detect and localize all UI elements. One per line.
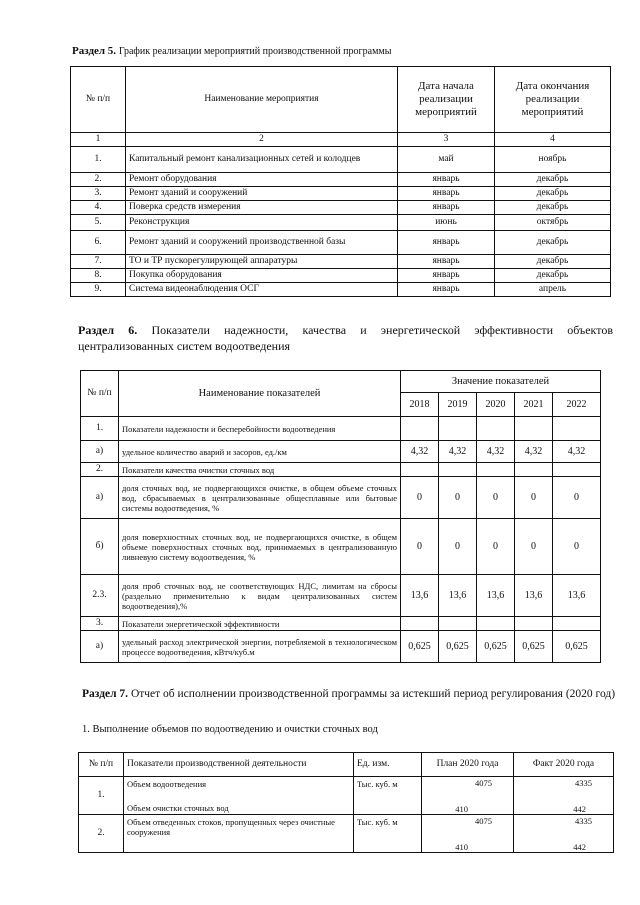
value-cell: 0,625 (401, 631, 439, 663)
plan-value: 410 (455, 803, 468, 814)
s5-header-num: № п/п (71, 67, 126, 133)
section5-title-text: График реализации мероприятий производственной программы (118, 46, 392, 57)
event-name: Поверка средств измерения (126, 201, 398, 215)
row-number: 6. (71, 231, 126, 255)
plan-value: 4075 (475, 815, 492, 826)
value-cell: 0 (401, 477, 439, 519)
row-number: 9. (71, 283, 126, 297)
s6-header-num: № п/п (81, 371, 119, 417)
row-number: 5. (71, 215, 126, 231)
value-cell: 0 (477, 519, 515, 575)
value-cell: 0 (553, 477, 601, 519)
value-cell: 4,32 (553, 441, 601, 463)
value-cell: 0 (515, 477, 553, 519)
start-date: январь (398, 201, 495, 215)
s5-colnum: 1 (71, 133, 126, 147)
section6-table (80, 370, 601, 663)
table-row (81, 417, 601, 441)
value-cell: 13,6 (401, 575, 439, 617)
row-number: 3. (81, 617, 119, 631)
value-cell: 13,6 (553, 575, 601, 617)
start-date: январь (398, 173, 495, 187)
s6-header-values: Значение показателей (401, 371, 601, 393)
section6-title-text: Показатели надежности, качества и энергетической эффективности объектов централизованных систем водоотведения (78, 323, 613, 353)
value-cell: 13,6 (439, 575, 477, 617)
row-number: 1. (81, 417, 119, 441)
indicator-name: удельный расход электрической энергии, потребляемой в технологическом процессе водоотведения, кВтч/куб.м (119, 631, 401, 663)
row-number: 8. (71, 269, 126, 283)
table-row (71, 283, 611, 297)
s7-header-num: № п/п (79, 753, 124, 777)
event-name: ТО и ТР пускорегулирующей аппаратуры (126, 255, 398, 269)
end-date: декабрь (495, 255, 611, 269)
s6-header-name: Наименование показателей (119, 371, 401, 417)
table-row (81, 617, 601, 631)
value-cell: 0 (553, 519, 601, 575)
indicator-name: Объем водоотведения (127, 779, 207, 789)
start-date: январь (398, 255, 495, 269)
indicator-name: доля сточных вод, не подвергающихся очистке, в общем объеме сточных вод, сбрасываемых в централизованные общесплавные или бытовые системы водоотведения, % (119, 477, 401, 519)
table-row (81, 519, 601, 575)
row-number: б) (81, 519, 119, 575)
indicator-name: удельное количество аварий и засоров, ед./км (119, 441, 401, 463)
event-name: Реконструкция (126, 215, 398, 231)
fact-value: 442 (573, 841, 586, 852)
s7-header-fact: Факт 2020 года (514, 753, 614, 777)
value-cell: 0,625 (477, 631, 515, 663)
year-header: 2019 (439, 393, 477, 417)
start-date: июнь (398, 215, 495, 231)
value-cell: 0,625 (553, 631, 601, 663)
year-header: 2018 (401, 393, 439, 417)
year-header: 2021 (515, 393, 553, 417)
table-row (71, 201, 611, 215)
event-name: Покупка оборудования (126, 269, 398, 283)
value-cell: 4,32 (439, 441, 477, 463)
value-cell: 4,32 (515, 441, 553, 463)
s5-header-end: Дата окончания реализации мероприятий (495, 67, 611, 133)
value-cell: 0 (439, 519, 477, 575)
end-date: ноябрь (495, 147, 611, 173)
indicator-name: Объем очистки сточных вод (127, 803, 229, 813)
section7-subtitle: 1. Выполнение объемов по водоотведению и очистки сточных вод (82, 724, 378, 735)
fact-value: 442 (573, 803, 586, 814)
indicator-name: Объем отведенных стоков, пропущенных через очистные сооружения (124, 815, 354, 853)
section7-title-bold: Раздел 7. (82, 688, 129, 700)
row-number: 3. (71, 187, 126, 201)
end-date: декабрь (495, 231, 611, 255)
table-row (79, 777, 614, 815)
year-header: 2022 (553, 393, 601, 417)
table-row (79, 815, 614, 853)
end-date: декабрь (495, 269, 611, 283)
row-number: а) (81, 441, 119, 463)
row-number: 1. (79, 777, 124, 815)
row-number: 2.3. (81, 575, 119, 617)
indicator-name: Показатели надежности и бесперебойности водоотведения (119, 417, 401, 441)
event-name: Капитальный ремонт канализационных сетей и колодцев (126, 147, 398, 173)
end-date: октябрь (495, 215, 611, 231)
value-cell: 4,32 (477, 441, 515, 463)
value-cell: 0,625 (439, 631, 477, 663)
end-date: апрель (495, 283, 611, 297)
value-cell: 13,6 (515, 575, 553, 617)
row-number: 4. (71, 201, 126, 215)
s5-colnum: 4 (495, 133, 611, 147)
section5-title-bold: Раздел 5. (72, 45, 117, 57)
table-row (81, 463, 601, 477)
unit: Тыс. куб. м (354, 777, 422, 815)
indicator-name: Показатели энергетической эффективности (119, 617, 401, 631)
row-number: 1. (71, 147, 126, 173)
event-name: Ремонт зданий и сооружений производственной базы (126, 231, 398, 255)
event-name: Ремонт зданий и сооружений (126, 187, 398, 201)
start-date: январь (398, 231, 495, 255)
start-date: январь (398, 187, 495, 201)
section5-table (70, 66, 611, 297)
table-row (71, 269, 611, 283)
row-number: а) (81, 631, 119, 663)
table-row (71, 147, 611, 173)
section7-title-text: Отчет об исполнении производственной программы за истекший период регулирования (2020 год) (130, 688, 616, 700)
row-number: 2. (71, 173, 126, 187)
event-name: Ремонт оборудования (126, 173, 398, 187)
plan-value: 4075 (475, 777, 492, 788)
s7-header-unit: Ед. изм. (354, 753, 422, 777)
plan-value: 410 (455, 841, 468, 852)
section6-title-bold: Раздел 6. (78, 323, 138, 337)
start-date: май (398, 147, 495, 173)
value-cell: 0 (439, 477, 477, 519)
s5-header-start: Дата начала реализации мероприятий (398, 67, 495, 133)
indicator-name: доля проб сточных вод, не соответствующих НДС, лимитам на сбросы (раздельно применительно к видам централизованных систем водоотведения),% (119, 575, 401, 617)
row-number: 2. (81, 463, 119, 477)
section7-title (82, 686, 617, 702)
table-row (81, 477, 601, 519)
table-row (81, 575, 601, 617)
table-row (71, 173, 611, 187)
section6-title (78, 322, 613, 354)
fact-value: 4335 (575, 777, 592, 788)
start-date: январь (398, 283, 495, 297)
value-cell: 0 (477, 477, 515, 519)
row-number: 7. (71, 255, 126, 269)
value-cell: 0 (401, 519, 439, 575)
section5-title (72, 44, 572, 59)
value-cell: 0,625 (515, 631, 553, 663)
section7-table (78, 752, 614, 853)
table-row (71, 255, 611, 269)
year-header: 2020 (477, 393, 515, 417)
unit: Тыс. куб. м (354, 815, 422, 853)
value-cell: 13,6 (477, 575, 515, 617)
end-date: декабрь (495, 173, 611, 187)
row-number: а) (81, 477, 119, 519)
s5-colnum: 3 (398, 133, 495, 147)
table-row (81, 631, 601, 663)
table-row (81, 441, 601, 463)
s7-header-plan: План 2020 года (422, 753, 514, 777)
s7-header-name: Показатели производственной деятельности (124, 753, 354, 777)
value-cell: 4,32 (401, 441, 439, 463)
event-name: Система видеонаблюдения ОСГ (126, 283, 398, 297)
indicator-name: доля поверхностных сточных вод, не подвергающихся очистке, в общем объеме поверхностных сточных вод, принимаемых в централизованную ливневую систему водоотведения, % (119, 519, 401, 575)
indicator-name: Показатели качества очистки сточных вод (119, 463, 401, 477)
start-date: январь (398, 269, 495, 283)
end-date: декабрь (495, 201, 611, 215)
row-number: 2. (79, 815, 124, 853)
fact-value: 4335 (575, 815, 592, 826)
value-cell: 0 (515, 519, 553, 575)
s5-header-name: Наименование мероприятия (126, 67, 398, 133)
table-row (71, 215, 611, 231)
table-row (71, 231, 611, 255)
end-date: декабрь (495, 187, 611, 201)
table-row (71, 187, 611, 201)
s5-colnum: 2 (126, 133, 398, 147)
